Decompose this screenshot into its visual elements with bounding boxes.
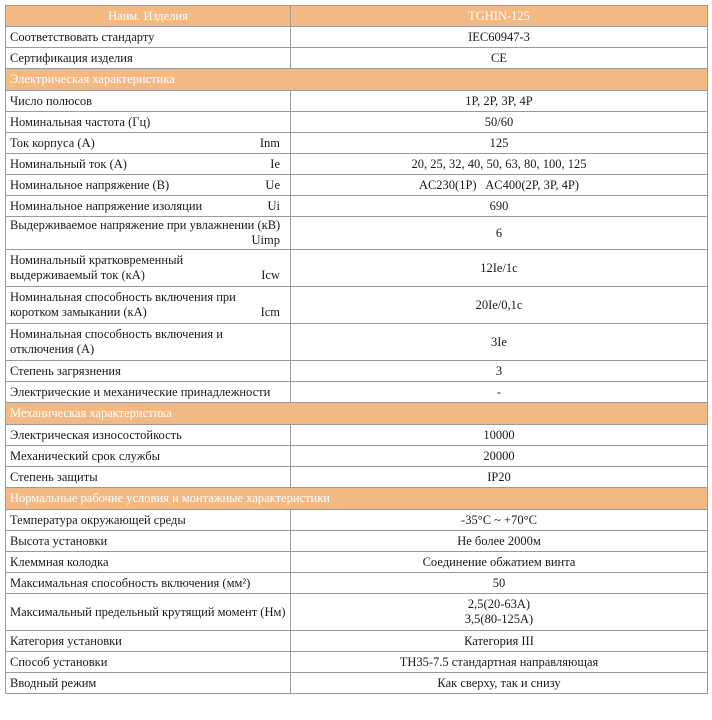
header-product-name: Наим. Изделия	[6, 6, 291, 27]
table-row	[6, 631, 708, 652]
value-line: 3,5(80-125A)	[464, 612, 534, 626]
row-value: 20000	[291, 446, 708, 467]
row-value: TH35-7.5 стандартная направляющая	[291, 652, 708, 673]
row-label-cell	[6, 196, 291, 217]
row-label: Высота установки	[6, 531, 291, 552]
row-label: Электрическая износостойкость	[6, 425, 291, 446]
row-value: 12Ie/1c	[291, 250, 708, 287]
row-label: Механический срок службы	[6, 446, 291, 467]
row-symbol: Ie	[270, 156, 280, 171]
row-symbol: Ui	[267, 198, 280, 213]
row-label-cell	[6, 133, 291, 154]
row-value: 690	[291, 196, 708, 217]
row-label: Максимальная способность включения (мм²)	[6, 573, 291, 594]
table-row	[6, 324, 708, 361]
row-value: 3Ie	[291, 324, 708, 361]
row-value: IP20	[291, 467, 708, 488]
row-label: Номинальная частота (Гц)	[6, 112, 291, 133]
table-row	[6, 652, 708, 673]
row-value: 10000	[291, 425, 708, 446]
row-label: Максимальный предельный крутящий момент (Нм)	[6, 594, 291, 631]
row-value: 3	[291, 361, 708, 382]
row-value: 50/60	[291, 112, 708, 133]
table-row	[6, 361, 708, 382]
row-label: Степень загрязнения	[6, 361, 291, 382]
table-row	[6, 250, 708, 287]
row-label: Вводный режим	[6, 673, 291, 694]
table-row	[6, 48, 708, 69]
row-value: Не более 2000м	[291, 531, 708, 552]
header-model: TGHIN-125	[291, 6, 708, 27]
section-title: Электрическая характеристика	[6, 69, 708, 91]
row-value: 20Ie/0,1c	[291, 287, 708, 324]
table-row	[6, 27, 708, 48]
row-label: Сертификация изделия	[6, 48, 291, 69]
section-row-mechanical	[6, 403, 708, 425]
row-value: 125	[291, 133, 708, 154]
section-row-operating-conditions	[6, 488, 708, 510]
row-value: Соединение обжатием винта	[291, 552, 708, 573]
table-row	[6, 382, 708, 403]
row-value: 6	[291, 217, 708, 250]
table-row	[6, 552, 708, 573]
spec-table	[5, 5, 708, 694]
section-title: Нормальные рабочие условия и монтажные характеристики	[6, 488, 708, 510]
row-label: Номинальная способность включения и отключения (А)	[6, 324, 291, 361]
row-label: Номинальный кратковременный выдерживаемый ток (кА)	[10, 253, 184, 282]
value-line: 2,5(20-63A)	[467, 597, 531, 611]
table-row	[6, 510, 708, 531]
table-row	[6, 446, 708, 467]
table-row	[6, 217, 708, 250]
row-value: CE	[291, 48, 708, 69]
table-row	[6, 594, 708, 631]
table-row	[6, 673, 708, 694]
row-value: Как сверху, так и снизу	[291, 673, 708, 694]
row-symbol: Icm	[260, 305, 280, 319]
table-row	[6, 133, 708, 154]
row-value: AC230(1P) AC400(2P, 3P, 4P)	[291, 175, 708, 196]
section-title: Механическая характеристика	[6, 403, 708, 425]
row-symbol: Inm	[259, 135, 280, 150]
row-label: Способ установки	[6, 652, 291, 673]
row-value: 50	[291, 573, 708, 594]
row-value: 20, 25, 32, 40, 50, 63, 80, 100, 125	[291, 154, 708, 175]
table-header-row	[6, 6, 708, 27]
row-label: Клеммная колодка	[6, 552, 291, 573]
table-row	[6, 196, 708, 217]
row-symbol: Uimp	[251, 233, 280, 247]
table-row	[6, 112, 708, 133]
row-value: IEC60947-3	[291, 27, 708, 48]
row-label-cell	[6, 154, 291, 175]
row-label: Номинальная способность включения при коротком замыкании (кА)	[10, 290, 236, 319]
row-label: Номинальное напряжение изоляции	[10, 198, 203, 213]
row-label-cell	[6, 217, 291, 250]
table-row	[6, 287, 708, 324]
row-label: Выдерживаемое напряжение при увлажнении (кВ)	[10, 218, 281, 232]
table-row	[6, 175, 708, 196]
row-label: Соответствовать стандарту	[6, 27, 291, 48]
spec-table-container	[5, 5, 707, 694]
row-label: Число полюсов	[6, 91, 291, 112]
row-label: Ток корпуса (А)	[10, 135, 95, 150]
section-row-electrical	[6, 69, 708, 91]
row-symbol: Icw	[261, 268, 280, 282]
row-label: Степень защиты	[6, 467, 291, 488]
table-row	[6, 531, 708, 552]
row-value: -	[291, 382, 708, 403]
row-value: 1P, 2P, 3P, 4P	[291, 91, 708, 112]
table-row	[6, 467, 708, 488]
table-row	[6, 91, 708, 112]
row-label: Температура окружающей среды	[6, 510, 291, 531]
row-symbol: Ue	[265, 177, 280, 192]
row-value	[291, 594, 708, 631]
row-value: -35°C ~ +70°C	[291, 510, 708, 531]
row-label: Электрические и механические принадлежности	[6, 382, 291, 403]
row-label: Номинальный ток (А)	[10, 156, 127, 171]
row-label: Номинальное напряжение (В)	[10, 177, 170, 192]
table-row	[6, 154, 708, 175]
table-row	[6, 573, 708, 594]
row-label-cell	[6, 175, 291, 196]
row-label-cell	[6, 250, 291, 287]
row-label-cell	[6, 287, 291, 324]
table-row	[6, 425, 708, 446]
row-value: Категория III	[291, 631, 708, 652]
row-label: Категория установки	[6, 631, 291, 652]
